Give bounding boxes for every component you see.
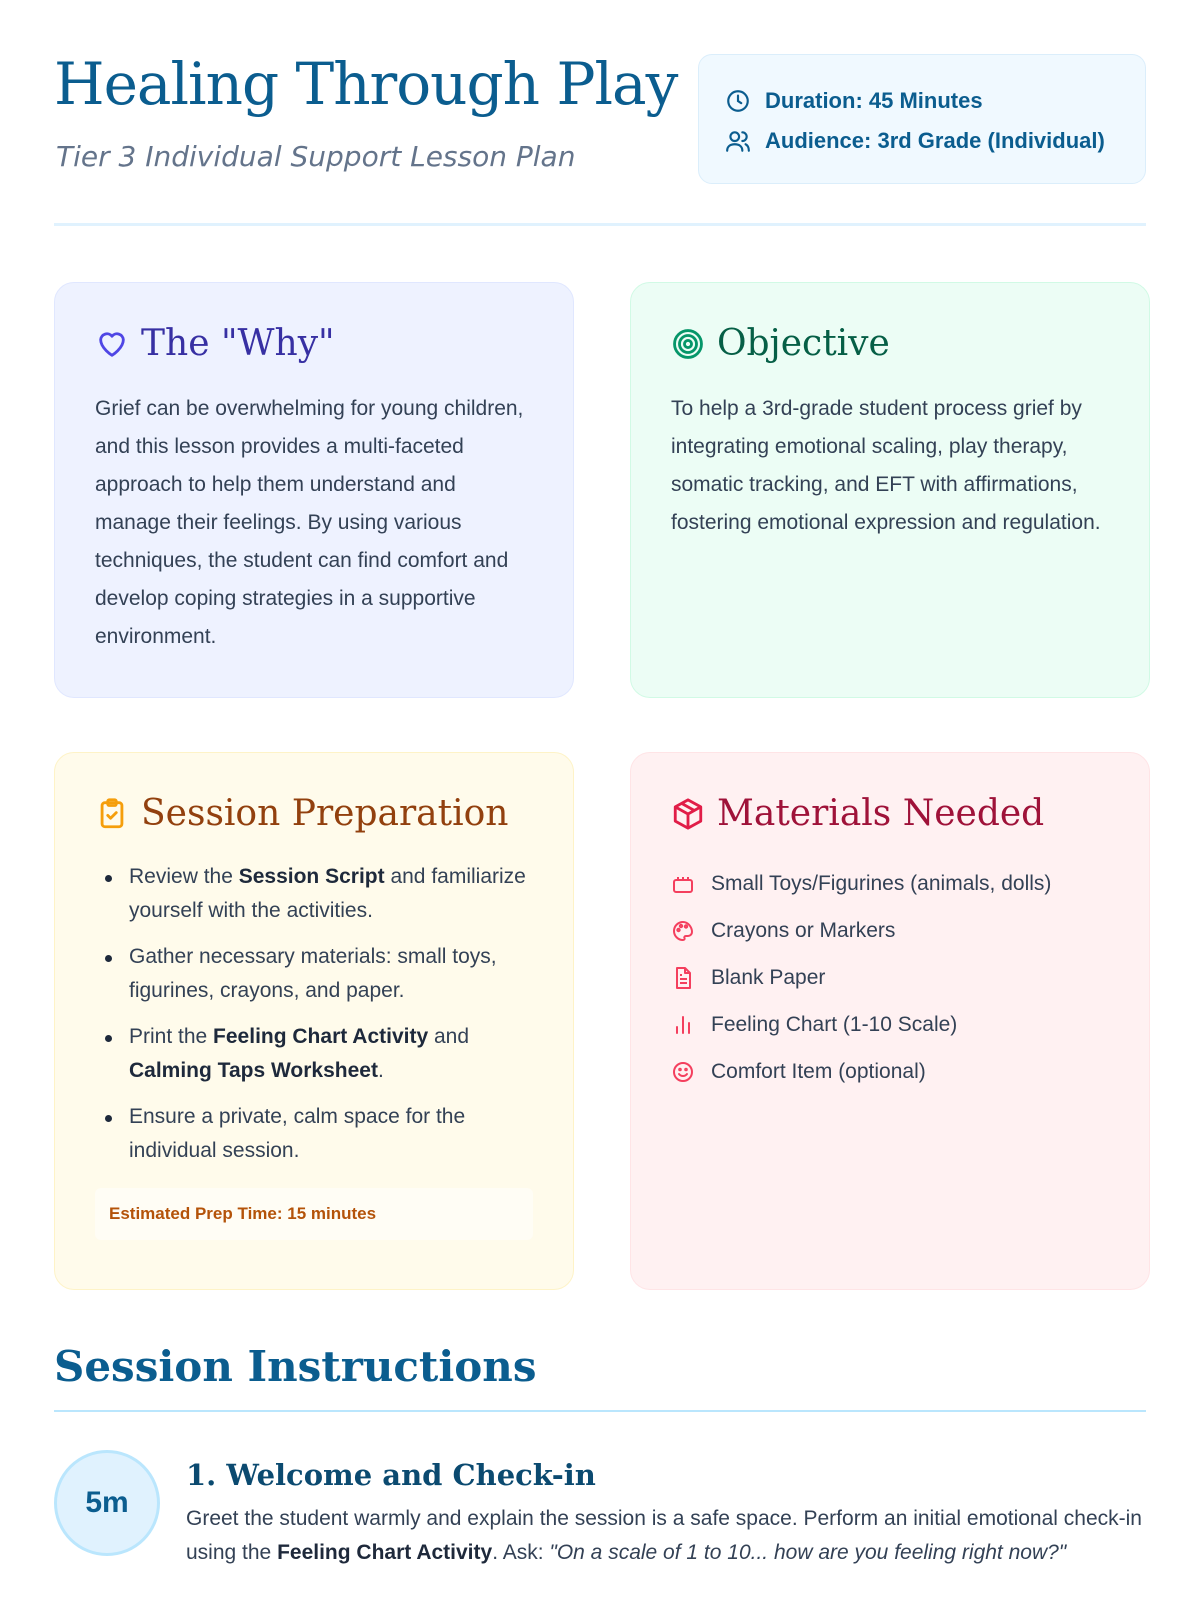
- step-body: [186, 1450, 1146, 1570]
- smile-icon: [671, 1060, 695, 1084]
- package-icon: [671, 797, 705, 831]
- duration-row: [725, 81, 1119, 121]
- heart-icon: [95, 327, 129, 361]
- objective-text: To help a 3rd-grade student process grief by integrating emotional scaling, play therapy, somatic tracking, and EFT with affirmations, fostering emotional expression and regulation.: [671, 397, 1101, 534]
- why-title-text: The "Why": [141, 323, 335, 364]
- step-title: 1. Welcome and Check-in: [186, 1458, 596, 1492]
- materials-card: [630, 752, 1150, 1290]
- header: [54, 0, 1146, 226]
- materials-title-text: Materials Needed: [717, 793, 1045, 834]
- why-text: Grief can be overwhelming for young children, and this lesson provides a multi-faceted approach to help them understand and manage their feelings. By using various techniques, the student can find comfort and develop coping strategies in a supportive environment.: [95, 397, 524, 648]
- palette-icon: [671, 919, 695, 943]
- preparation-list: [95, 860, 533, 1168]
- objective-title: [671, 323, 1109, 364]
- list-item: Gather necessary materials: small toys, figurines, crayons, and paper.: [95, 940, 533, 1008]
- target-icon: [671, 327, 705, 361]
- preparation-title-text: Session Preparation: [141, 793, 509, 834]
- duration-text: Duration: 45 Minutes: [765, 88, 983, 113]
- preparation-card: [54, 752, 574, 1290]
- step-1: [54, 1450, 1146, 1570]
- list-item: Feeling Chart (1-10 Scale): [671, 1001, 1109, 1048]
- audience-row: [725, 121, 1119, 161]
- list-item: Ensure a private, calm space for the individual session.: [95, 1100, 533, 1168]
- toy-icon: [671, 872, 695, 896]
- list-item: Small Toys/Figurines (animals, dolls): [671, 860, 1109, 907]
- objective-title-text: Objective: [717, 323, 890, 364]
- materials-title: [671, 793, 1109, 834]
- materials-list: [671, 860, 1109, 1095]
- clipboard-check-icon: [95, 797, 129, 831]
- page-title: Healing Through Play: [54, 50, 678, 118]
- step-duration-badge: 5m: [54, 1450, 160, 1556]
- instructions-divider: [54, 1410, 1146, 1412]
- instructions-title: Session Instructions: [54, 1342, 537, 1391]
- session-meta-box: [698, 54, 1146, 184]
- list-item: Blank Paper: [671, 954, 1109, 1001]
- prep-time-note: Estimated Prep Time: 15 minutes: [95, 1188, 533, 1240]
- list-item: Review the Session Script and familiarize yourself with the activities.: [95, 860, 533, 928]
- users-icon: [725, 128, 751, 154]
- chart-icon: [671, 1013, 695, 1037]
- why-title: [95, 323, 533, 364]
- page-subtitle: Tier 3 Individual Support Lesson Plan: [56, 140, 576, 173]
- clock-icon: [725, 88, 751, 114]
- audience-text: Audience: 3rd Grade (Individual): [765, 128, 1105, 153]
- list-item: Print the Feeling Chart Activity and Calming Taps Worksheet.: [95, 1020, 533, 1088]
- list-item: Comfort Item (optional): [671, 1048, 1109, 1095]
- preparation-title: [95, 793, 533, 834]
- list-item: Crayons or Markers: [671, 907, 1109, 954]
- why-card: [54, 282, 574, 698]
- paper-icon: [671, 966, 695, 990]
- step-text: Greet the student warmly and explain the session is a safe space. Perform an initial emotional check-in using the Feeling Chart Activity. Ask: "On a scale of 1 to 10... how are you feeling right now?": [186, 1507, 1142, 1564]
- objective-card: [630, 282, 1150, 698]
